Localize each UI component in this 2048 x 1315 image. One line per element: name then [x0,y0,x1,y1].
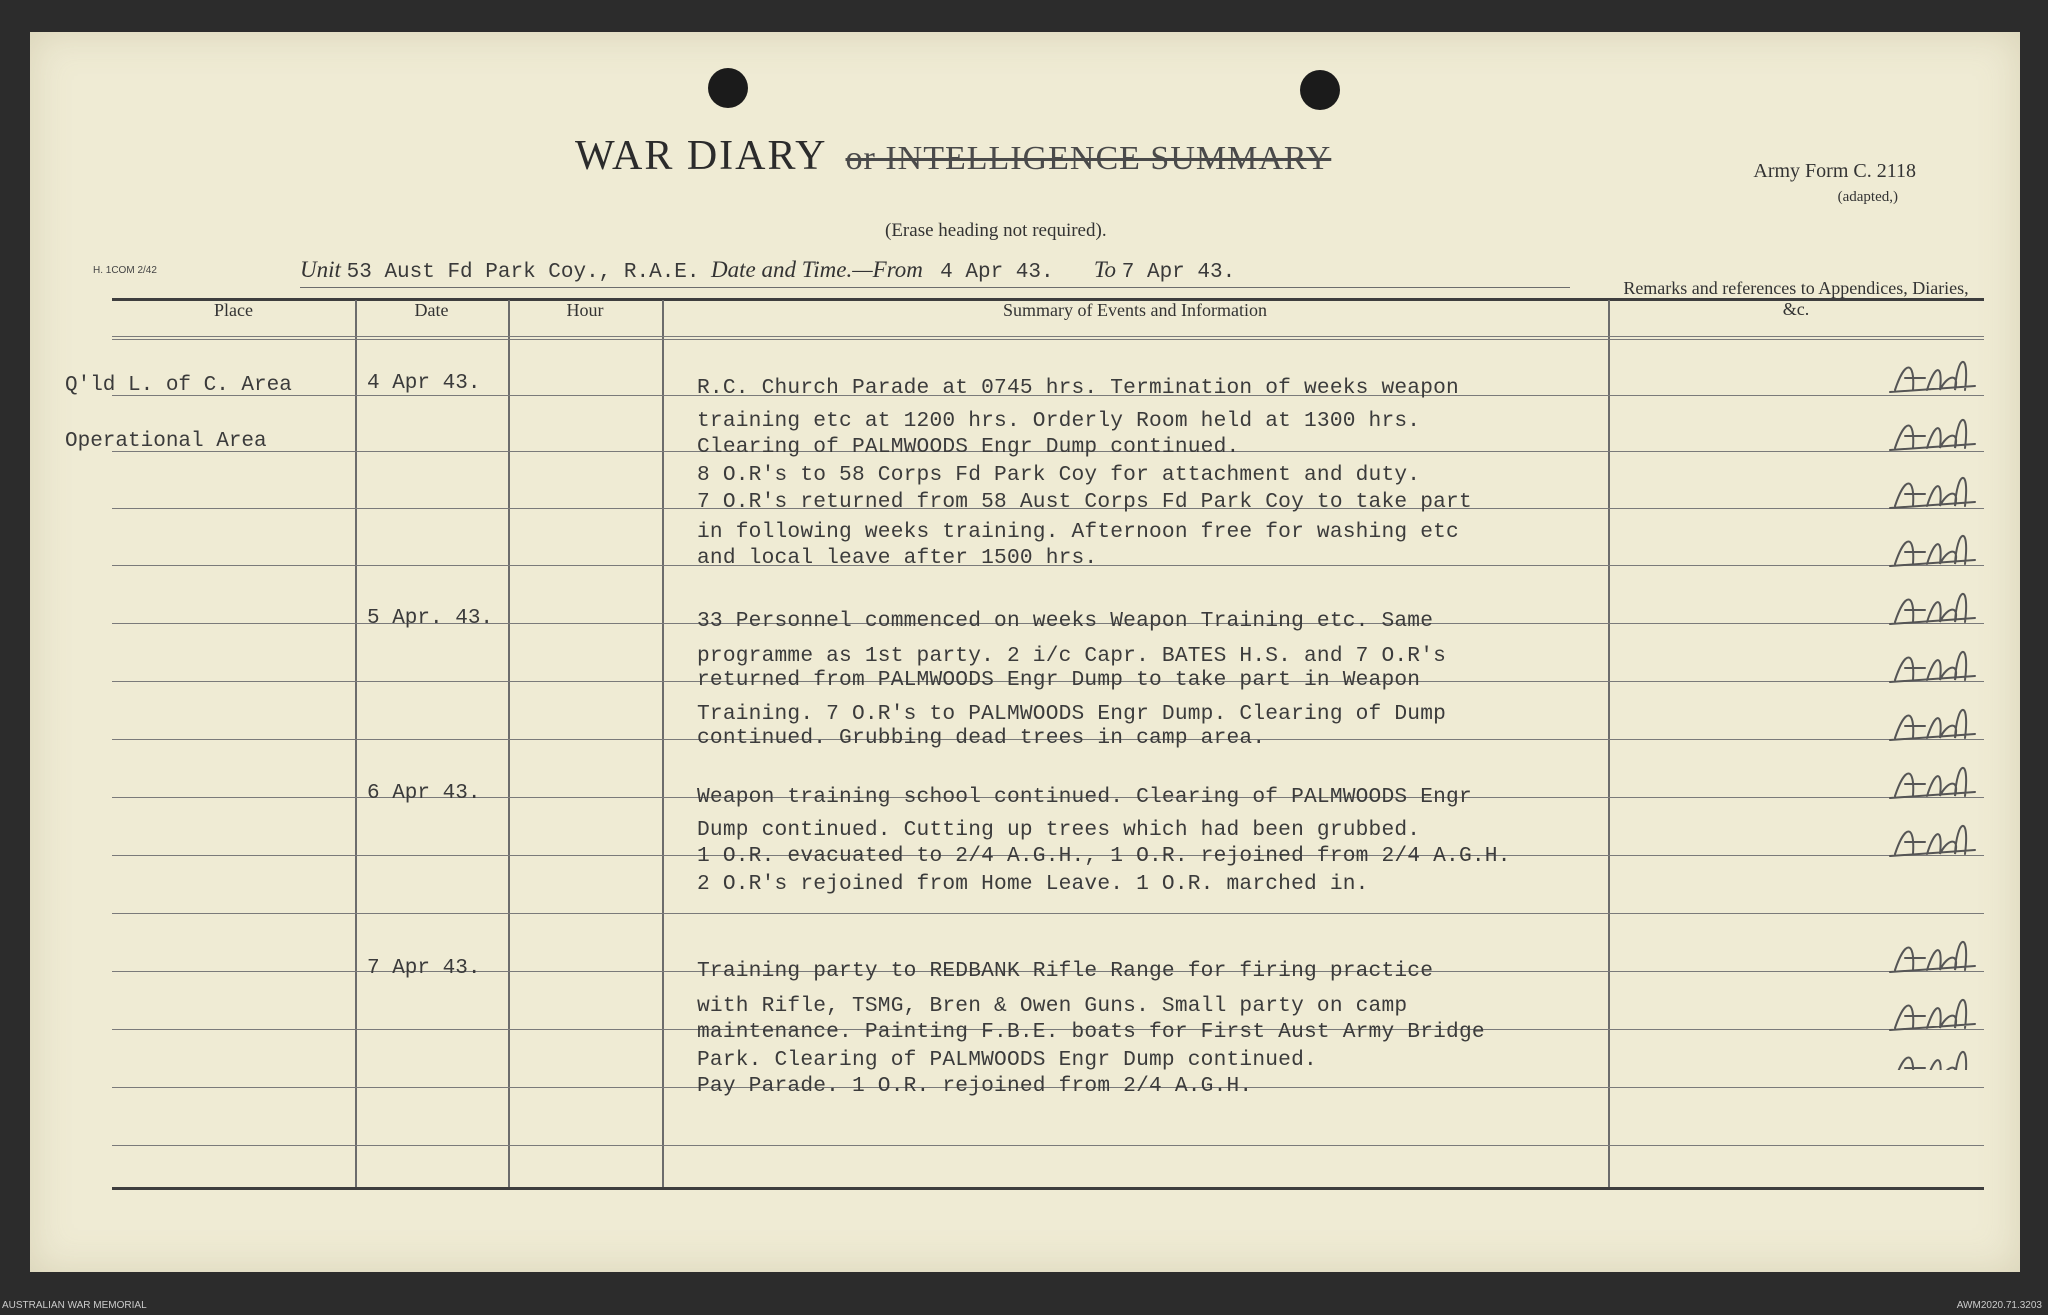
struck-heading: or INTELLIGENCE SUMMARY [845,140,1332,177]
date-to: 7 Apr 43. [1121,261,1236,284]
summary-line: in following weeks training. Afternoon free for washing etc [697,520,1459,544]
summary-line: 2 O.R's rejoined from Home Leave. 1 O.R. marched in. [697,872,1369,896]
summary-line: Training party to REDBANK Rifle Range for firing practice [697,959,1434,983]
summary-line: and local leave after 1500 hrs. [697,546,1098,570]
initials-mark [1890,942,1975,972]
form-code: H. 1COM 2/42 [93,265,157,276]
initials-mark [1890,362,1975,392]
date-4-apr: 4 Apr 43. [367,372,481,395]
initials-mark [1890,826,1975,856]
to-label: To [1093,257,1117,282]
summary-line: training etc at 1200 hrs. Orderly Room held at 1300 hrs. [697,409,1421,433]
diary-sheet [30,32,2020,1272]
initials-mark [1890,1000,1975,1030]
initials-column [1885,350,1995,1070]
row-rule [112,913,1984,914]
initials-mark [1890,1052,1975,1070]
summary-line: Training. 7 O.R's to PALMWOODS Engr Dump. Clearing of Dump [697,702,1447,726]
initials-mark [1890,536,1975,566]
column-divider [1608,300,1610,1187]
summary-line: Pay Parade. 1 O.R. rejoined from 2/4 A.G.H. [697,1074,1253,1098]
punch-hole-right [1300,70,1340,110]
initials-mark [1890,420,1975,450]
summary-line: programme as 1st party. 2 i/c Capr. BATES H.S. and 7 O.R's [697,644,1447,668]
summary-line: Weapon training school continued. Clearing of PALMWOODS Engr [697,785,1472,809]
initials-mark [1890,710,1975,740]
place-qld: Q'ld L. of C. Area [65,374,292,397]
initials-mark [1890,768,1975,798]
table-bottom-rule [112,1187,1984,1190]
summary-line: maintenance. Painting F.B.E. boats for First Aust Army Bridge [697,1020,1485,1044]
punch-hole-left [708,68,748,108]
summary-line: 8 O.R's to 58 Corps Fd Park Coy for attachment and duty. [697,463,1421,487]
column-divider [662,300,664,1187]
initials-mark [1890,652,1975,682]
summary-line: 1 O.R. evacuated to 2/4 A.G.H., 1 O.R. rejoined from 2/4 A.G.H. [697,844,1511,868]
header-hour: Hour [566,300,604,320]
summary-line: continued. Grubbing dead trees in camp area. [697,726,1266,750]
initials-signatures [1890,362,1975,1070]
footer-archive-id: AWM2020.71.3203 [1956,1300,2042,1311]
summary-line: Clearing of PALMWOODS Engr Dump continued. [697,435,1240,459]
summary-line: Park. Clearing of PALMWOODS Engr Dump continued. [697,1048,1317,1072]
unit-line [300,257,1570,288]
date-time-label: Date and Time.—From [711,257,923,282]
date-7-apr: 7 Apr 43. [367,957,481,980]
unit-label: Unit [300,257,341,282]
row-rule [112,336,1984,337]
initials-mark [1890,478,1975,508]
army-form-label [1753,160,1916,206]
row-rule [112,1145,1984,1146]
column-divider [508,300,510,1187]
row-rule [112,339,1984,340]
footer-archive-name: AUSTRALIAN WAR MEMORIAL [2,1300,147,1311]
erase-note: (Erase heading not required). [885,220,1107,241]
unit-value: 53 Aust Fd Park Coy., R.A.E. [346,261,700,284]
summary-line: returned from PALMWOODS Engr Dump to take part in Weapon [697,668,1421,692]
summary-line: R.C. Church Parade at 0745 hrs. Termination of weeks weapon [697,376,1459,400]
summary-line: Dump continued. Cutting up trees which had been grubbed. [697,818,1421,842]
header-summary: Summary of Events and Information [1003,300,1267,320]
summary-line: 7 O.R's returned from 58 Aust Corps Fd Park Coy to take part [697,490,1472,514]
date-6-apr: 6 Apr 43. [367,782,481,805]
initials-mark [1890,594,1975,624]
title-row [575,132,1575,180]
summary-line: with Rifle, TSMG, Bren & Owen Guns. Small party on camp [697,994,1408,1018]
column-divider [355,300,357,1187]
header-place: Place [214,300,253,320]
header-date: Date [414,300,449,320]
army-form-adapted: (adapted,) [1837,189,1898,205]
summary-line: 33 Personnel commenced on weeks Weapon Training etc. Same [697,609,1434,633]
army-form-number: Army Form C. 2118 [1753,160,1916,182]
header-remarks: Remarks and references to Appendices, Diaries, &c. [1623,278,1969,319]
page-title: WAR DIARY [575,133,828,179]
date-5-apr: 5 Apr. 43. [367,607,494,630]
date-from: 4 Apr 43. [940,261,1054,284]
place-operational: Operational Area [65,430,267,453]
